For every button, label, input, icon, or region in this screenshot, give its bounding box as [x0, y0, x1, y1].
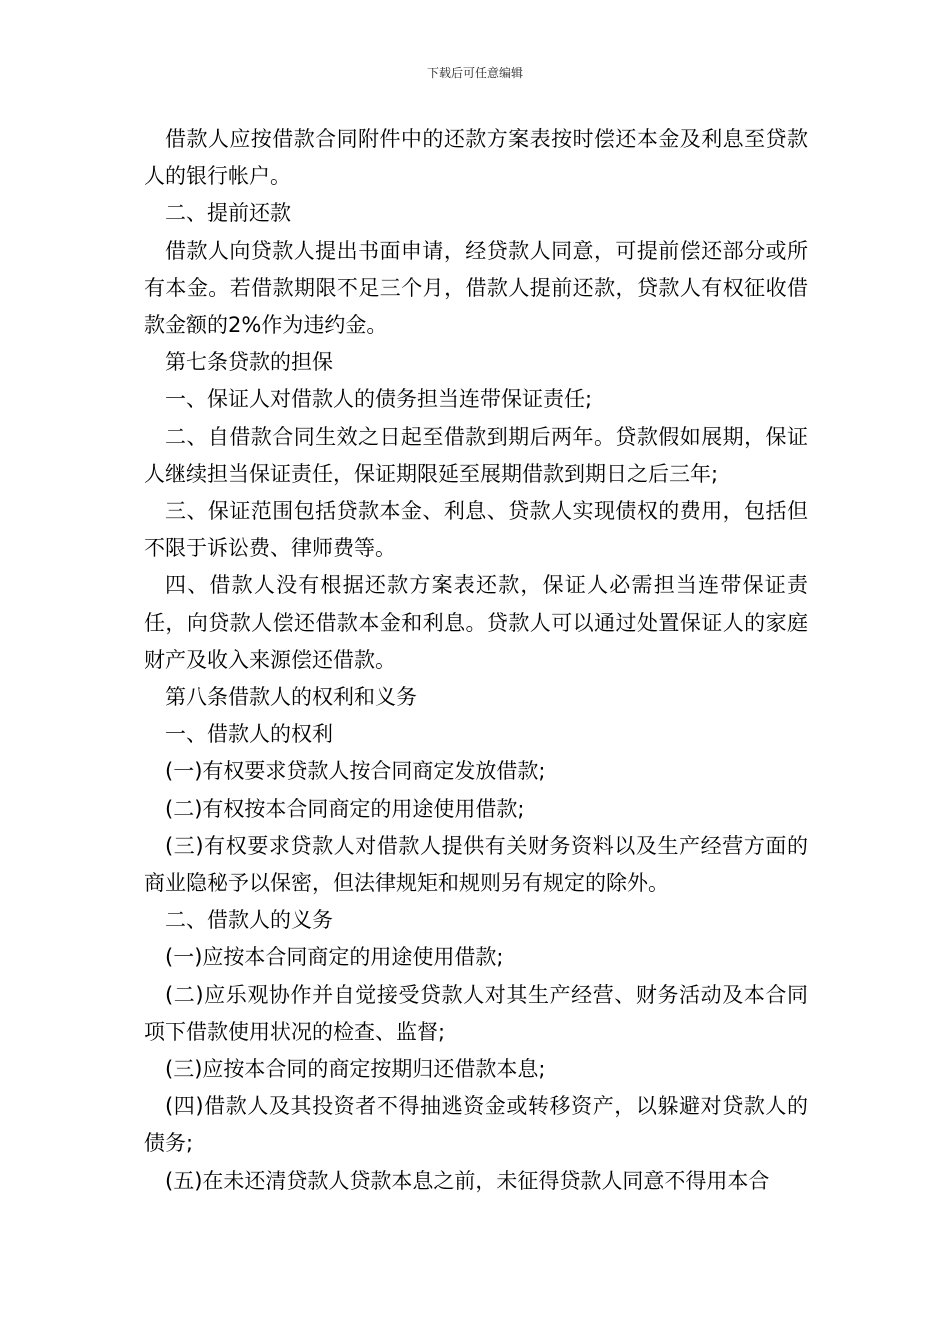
paragraph-right-2: (二)有权按本合同商定的用途使用借款; [165, 796, 525, 821]
paragraph-obligation-4: (四)借款人及其投资者不得抽逃资金或转移资产，以躲避对贷款人的债务; [144, 1094, 808, 1156]
paragraph-repayment-method: 借款人应按借款合同附件中的还款方案表按时偿还本金及利息至贷款人的银行帐户。 [144, 127, 808, 189]
paragraph-guarantee-2: 二、自借款合同生效之日起至借款到期后两年。贷款假如展期，保证人继续担当保证责任，保证期限延至展期借款到期日之后三年; [144, 424, 808, 486]
paragraph-obligation-3: (三)应按本合同的商定按期归还借款本息; [165, 1057, 546, 1082]
paragraph-obligation-2: (二)应乐观协作并自觉接受贷款人对其生产经营、财务活动及本合同项下借款使用状况的检查、监督; [144, 982, 808, 1044]
paragraph-right-1: (一)有权要求贷款人按合同商定发放借款; [165, 759, 546, 784]
heading-borrower-rights: 一、借款人的权利 [165, 722, 333, 747]
paragraph-early-repayment: 借款人向贷款人提出书面申请，经贷款人同意，可提前偿还部分或所有本金。若借款期限不足三个月，借款人提前还款，贷款人有权征收借款金额的2%作为违约金。 [144, 238, 808, 338]
paragraph-obligation-5: (五)在未还清贷款人贷款本息之前，未征得贷款人同意不得用本合 [165, 1168, 770, 1193]
document-body [144, 121, 808, 1200]
heading-article-7: 第七条贷款的担保 [165, 350, 333, 375]
heading-article-8: 第八条借款人的权利和义务 [165, 685, 417, 710]
heading-early-repayment: 二、提前还款 [165, 201, 291, 226]
heading-borrower-obligations: 二、借款人的义务 [165, 908, 333, 933]
paragraph-right-3: (三)有权要求贷款人对借款人提供有关财务资料以及生产经营方面的商业隐秘予以保密，但法律规矩和规则另有规定的除外。 [144, 833, 808, 896]
page-header: 下载后可任意编辑 [426, 66, 523, 80]
paragraph-guarantee-3: 三、保证范围包括贷款本金、利息、贷款人实现债权的费用，包括但不限于诉讼费、律师费等。 [144, 499, 808, 561]
paragraph-guarantee-4: 四、借款人没有根据还款方案表还款，保证人必需担当连带保证责任，向贷款人偿还借款本金和利息。贷款人可以通过处置保证人的家庭财产及收入来源偿还借款。 [144, 573, 808, 672]
paragraph-guarantee-1: 一、保证人对借款人的债务担当连带保证责任; [165, 387, 593, 412]
paragraph-obligation-1: (一)应按本合同商定的用途使用借款; [165, 945, 504, 970]
